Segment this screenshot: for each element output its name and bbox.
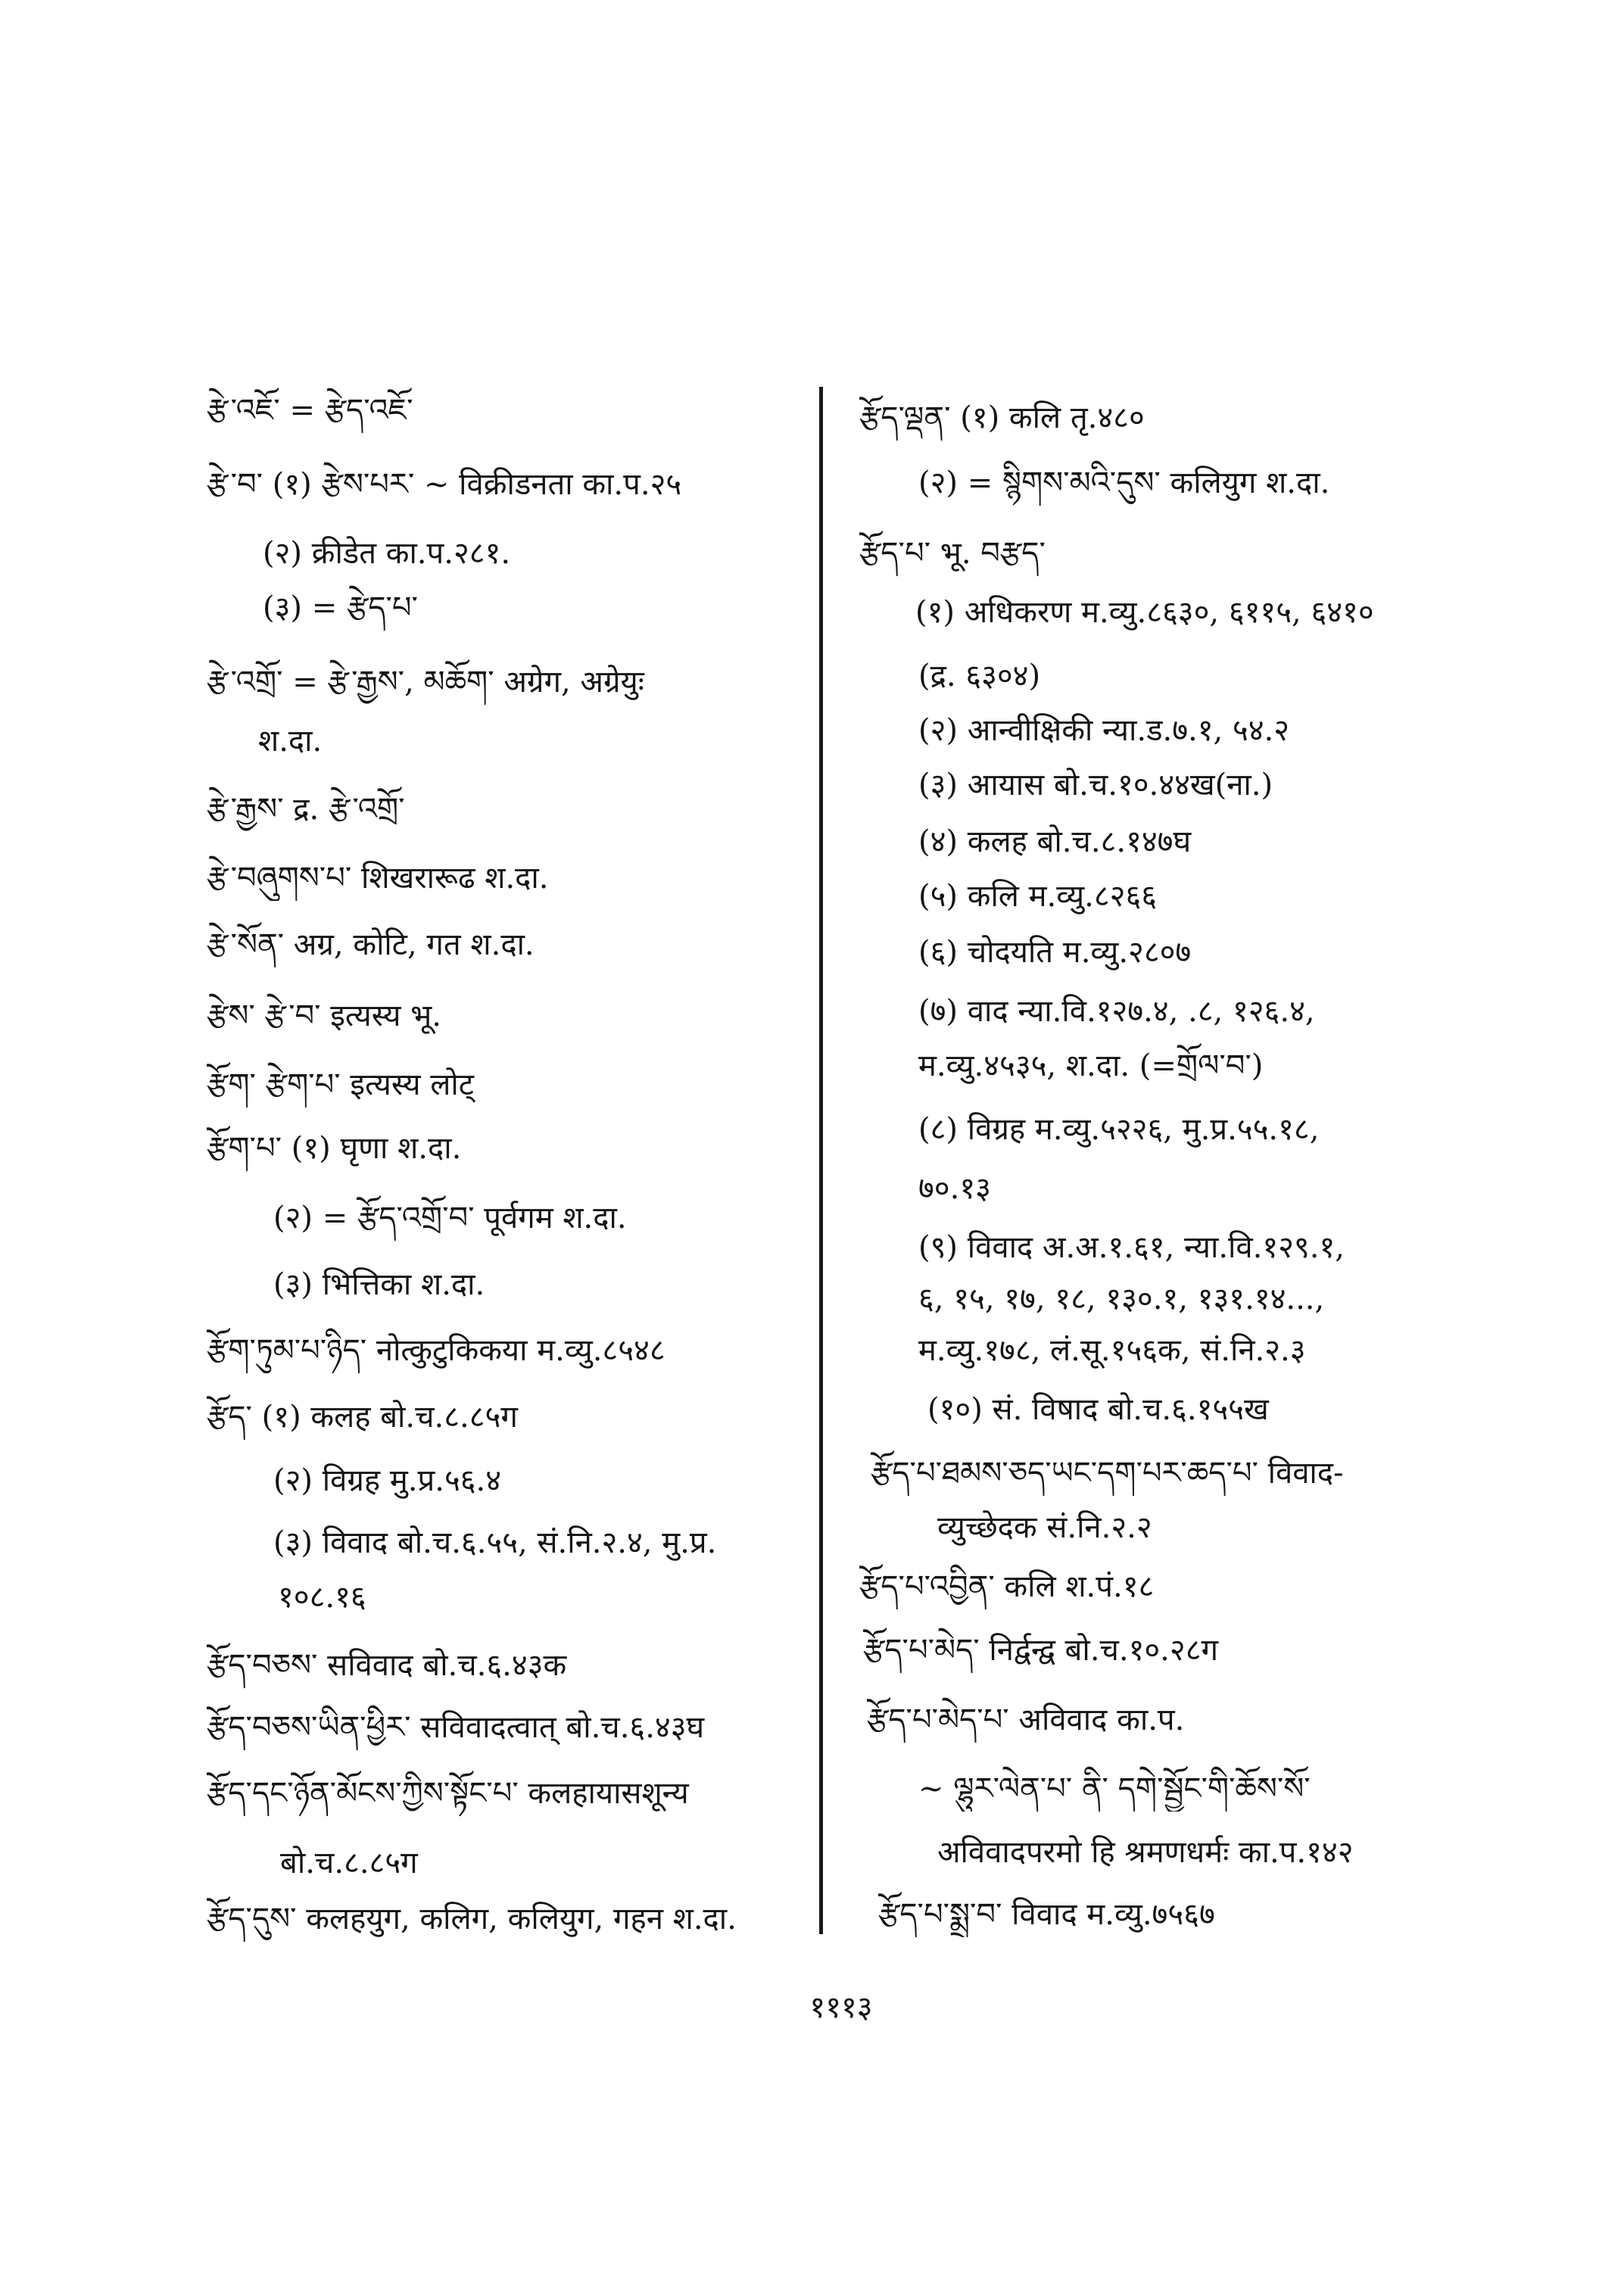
sense-line: (९) विवाद अ.अ.१.६१, न्या.वि.१२९.१, [918, 1230, 1345, 1265]
headword-line: རྩོད་ལྡན་ (१) कलि तृ.४८० [859, 400, 1145, 435]
sense-line: (३) आयास बो.च.१०.४४ख(ना.) [918, 768, 1273, 802]
headword-line: རྩོག་ རྩེག་པ་ इत्यस्य लोट् [207, 1067, 474, 1102]
sense-line: (३) भित्तिका श.दा. [273, 1267, 485, 1302]
sense-line: (२) विग्रह मु.प्र.५६.४ [273, 1463, 502, 1498]
headword-line: རྩོད་པ་ཐམས་ཅད་ཡང་དག་པར་ཆད་པ་ विवाद- [871, 1456, 1344, 1491]
sense-line: (२) = རྩོད་འགྲོ་བ་ पूर्वगम श.दा. [273, 1201, 627, 1235]
headword-line: རྩེ་རྒྱས་ द्र. རྩེ་འགྲོ་ [207, 792, 405, 827]
headword-line: རྩེ་བ་ (१) རྩེས་པར་ ~ विक्रीडनता का.प.२५ [207, 467, 682, 502]
sense-line: (२) आन्वीक्षिकी न्या.ड.७.१, ५४.२ [918, 713, 1290, 748]
continuation-line: व्युच्छेदक सं.नि.२.२ [937, 1510, 1152, 1545]
headword-line: རྩེ་འགྲོ་ = རྩེ་རྒྱས་, མཆོག་ अग्रेग, अग्रेयुः [207, 665, 644, 699]
sense-line: (८) विग्रह म.व्यु.५२२६, मु.प्र.५५.१८, [918, 1112, 1320, 1147]
sense-line: (१) अधिकरण म.व्यु.८६३०, ६११५, ६४१० [915, 595, 1374, 630]
continuation-line: १०८.१६ [278, 1580, 366, 1615]
sense-line: (६) चोदयति म.व्यु.२८०७ [918, 935, 1192, 970]
sense-line: (४) कलह बो.च.८.१४७घ [918, 824, 1192, 859]
headword-line: རྩོད་ (१) कलह बो.च.८.८५ग [207, 1400, 518, 1435]
headword-line: རྩོག་པ་ (१) घृणा श.दा. [207, 1131, 462, 1166]
sense-line: (२) = སྙིགས་མའི་དུས་ कलियुग श.दा. [918, 466, 1330, 500]
sense-line: (३) = རྩེད་པ་ [263, 590, 418, 625]
sense-line: (१०) सं. विषाद बो.च.६.१५५ख [927, 1392, 1269, 1427]
example-translation-line: अविवादपरमो हि श्रमणधर्मः का.प.१४२ [937, 1835, 1354, 1870]
headword-line: རྩོད་དུས་ कलहयुग, कलिग, कलियुग, गहन श.दा. [207, 1902, 737, 1936]
sense-line: (७) वाद न्या.वि.१२७.४, .८, १२६.४, [918, 994, 1315, 1029]
continuation-line: बो.च.८.८५ग [280, 1846, 418, 1880]
continuation-line: ६, १५, १७, १८, १३०.१, १३१.१४..., [918, 1282, 1325, 1316]
headword-line: རྩོད་པ་འབྱིན་ कलि श.पं.१८ [859, 1569, 1155, 1604]
headword-line: རྩོག་ཏུམ་པ་ཉིད་ नोत्कुटुकिकया म.व्यु.८५४८ [207, 1333, 665, 1368]
headword-line: རྩེ་སོན་ अग्र, कोटि, गत श.दा. [207, 927, 535, 962]
sense-line: (२) क्रीडेत का.प.२८१. [263, 536, 511, 571]
headword-line: རྩོད་བཅས་ सविवाद बो.च.६.४३क [207, 1648, 567, 1683]
continuation-line: श.दा. [258, 724, 323, 759]
headword-line: རྩོད་པ་སྨྲ་བ་ विवाद म.व्यु.७५६७ [878, 1897, 1215, 1932]
headword-line: རྩེ་བཞུགས་པ་ शिखरारूढ श.दा. [207, 861, 549, 896]
headword-line: རྩེས་ རྩེ་བ་ इत्यस्य भू. [207, 999, 442, 1033]
sense-line: (३) विवाद बो.च.६.५५, सं.नि.२.४, मु.प्र. [273, 1525, 717, 1560]
column-divider [819, 387, 823, 1934]
sense-line: (५) कलि म.व्यु.८२६६ [918, 879, 1158, 914]
continuation-line: ७०.१३ [918, 1171, 991, 1206]
continuation-line: म.व्यु.४५३५, श.दा. (=གྲོལ་བ་) [918, 1048, 1264, 1083]
headword-line: རྩེ་འཇོ་ = རྩེད་འཇོ་ [207, 393, 413, 428]
page-number: १११३ [809, 1990, 873, 2025]
headword-line: རྩོད་དང་ཉོན་མོངས་ཀྱིས་སྟོང་པ་ कलहायासशून्य [207, 1776, 689, 1811]
continuation-line: (द्र. ६३०४) [918, 659, 1041, 693]
headword-line: རྩོད་པ་མེད་པ་ अविवाद का.प. [867, 1703, 1185, 1737]
continuation-line: म.व्यु.१७८, लं.सू.१५६क, सं.नि.२.३ [918, 1333, 1306, 1368]
example-line: ~ ལྷུར་ལེན་པ་ ནི་ དགེ་སྦྱོང་གི་ཆོས་སོ་ [918, 1771, 1311, 1806]
headword-line: རྩོད་བཅས་ཡིན་ཕྱིར་ सविवादत्वात् बो.च.६.४३घ [207, 1710, 705, 1745]
headword-line: རྩོད་པ་མེད་ निर्द्वन्द्व बो.च.१०.२८ग [863, 1633, 1219, 1668]
headword-line: རྩོད་པ་ भू. བརྩད་ [859, 536, 1046, 571]
